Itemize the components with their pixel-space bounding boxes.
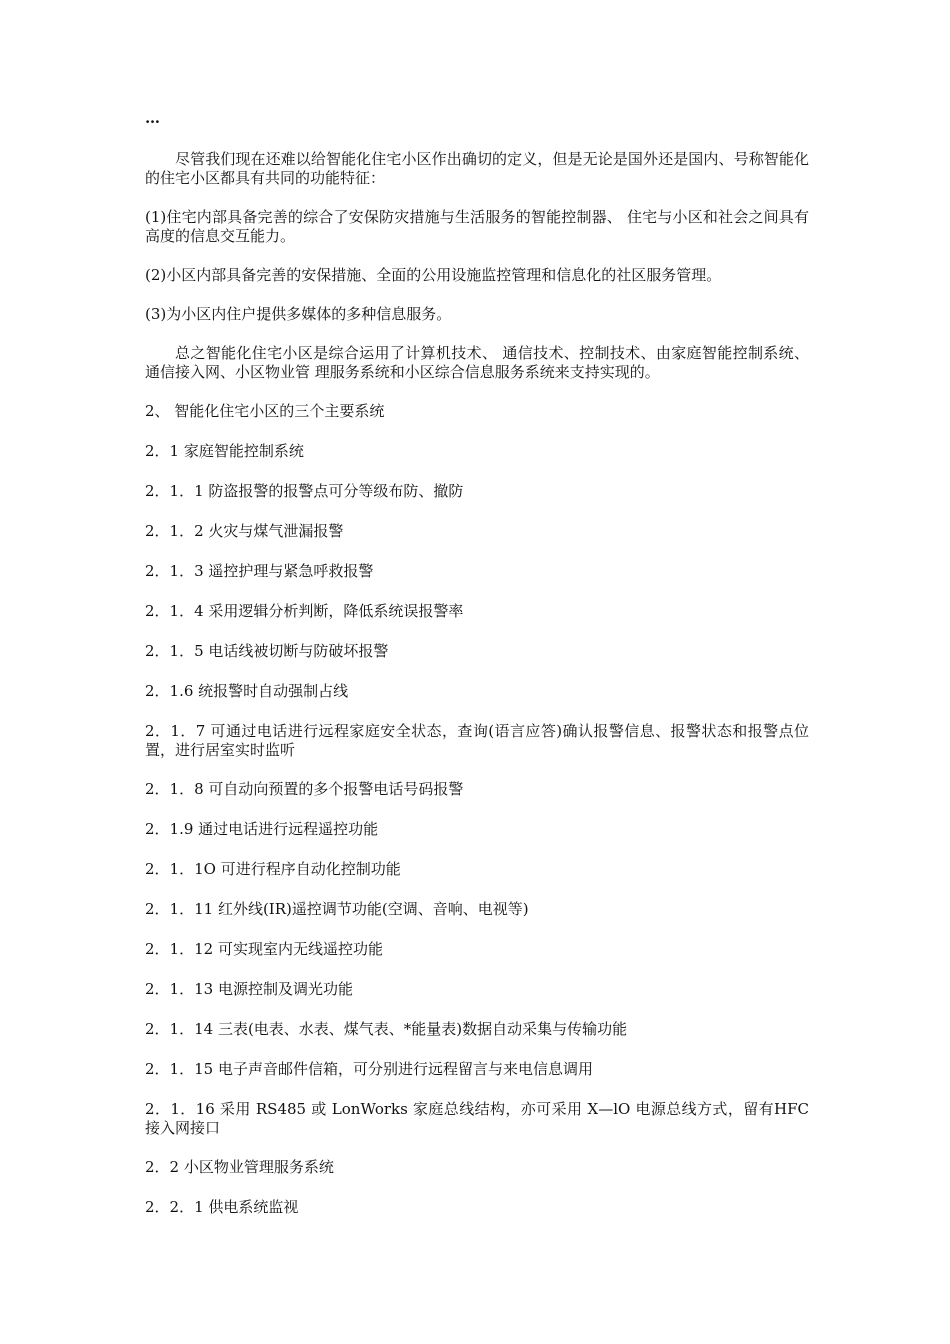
list-item: 2．1．15 电子声音邮件信箱，可分别进行远程留言与来电信息调用 — [145, 1060, 593, 1078]
list-item: 2．1．14 三表(电表、水表、煤气表、*能量表)数据自动采集与传输功能 — [145, 1020, 628, 1038]
section-heading-2-2: 2．2 小区物业管理服务系统 — [145, 1158, 334, 1176]
list-item: 2．1．13 电源控制及调光功能 — [145, 980, 353, 998]
section-heading-2: 2、 智能化住宅小区的三个主要系统 — [145, 402, 385, 420]
list-item: 2．1．8 可自动向预置的多个报警电话号码报警 — [145, 780, 464, 798]
intro-paragraph: 尽管我们现在还难以给智能化住宅小区作出确切的定义，但是无论是国外还是国内、号称智能化的住宅小区都具有共同的功能特征： — [145, 150, 809, 187]
list-item: 2．1．2 火灾与煤气泄漏报警 — [145, 522, 344, 540]
list-item: 2．1．3 遥控护理与紧急呼救报警 — [145, 562, 374, 580]
list-item: 2．1．1 防盗报警的报警点可分等级布防、撤防 — [145, 482, 464, 500]
list-item: 2．1.9 通过电话进行远程遥控功能 — [145, 820, 379, 838]
list-item: 2．1．5 电话线被切断与防破坏报警 — [145, 642, 389, 660]
list-item: 2．1．16 采用 RS485 或 LonWorks 家庭总线结构，亦可采用 X—lO 电源总线方式，留有HFC 接入网接口 — [145, 1100, 809, 1137]
list-item: 2．1．11 红外线(IR)遥控调节功能(空调、音响、电视等) — [145, 900, 529, 918]
feature-item-3: (3)为小区内住户提供多媒体的多种信息服务。 — [145, 305, 452, 323]
list-item: 2．1．4 采用逻辑分析判断，降低系统误报警率 — [145, 602, 464, 620]
section-heading-2-1: 2．1 家庭智能控制系统 — [145, 442, 304, 460]
document-page — [145, 108, 809, 1238]
summary-paragraph: 总之智能化住宅小区是综合运用了计算机技术、 通信技术、控制技术、由家庭智能控制系统、通信接入网、小区物业管 理服务系统和小区综合信息服务系统来支持实现的。 — [145, 344, 809, 381]
list-item: 2．1．1O 可进行程序自动化控制功能 — [145, 860, 401, 878]
list-item: 2．1．12 可实现室内无线遥控功能 — [145, 940, 383, 958]
list-item: 2．1.6 统报警时自动强制占线 — [145, 682, 349, 700]
list-item: 2．1．7 可通过电话进行远程家庭安全状态，查询(语言应答)确认报警信息、报警状态和报警点位置，进行居室实时监听 — [145, 722, 809, 759]
feature-item-1: (1)住宅内部具备完善的综合了安保防灾措施与生活服务的智能控制器、 住宅与小区和社会之间具有高度的信息交互能力。 — [145, 208, 809, 245]
feature-item-2: (2)小区内部具备完善的安保措施、全面的公用设施监控管理和信息化的社区服务管理。 — [145, 266, 722, 284]
list-item: 2．2．1 供电系统监视 — [145, 1198, 299, 1216]
leading-ellipsis: … — [145, 109, 161, 127]
